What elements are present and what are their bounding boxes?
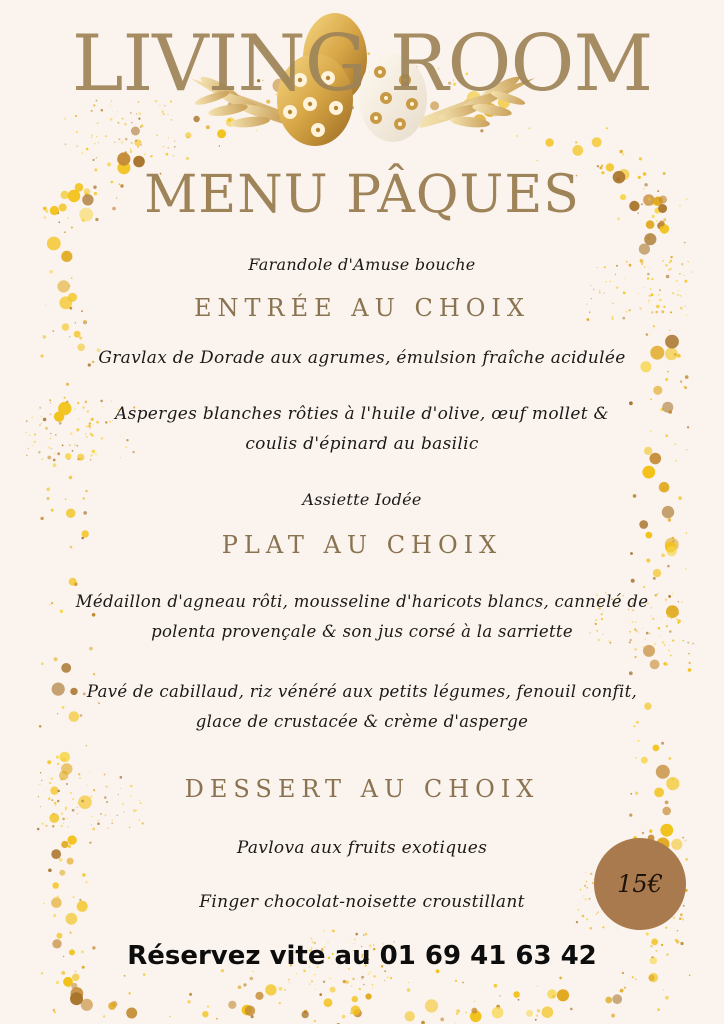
confetti-dot [41, 662, 44, 665]
glitter-dot [361, 979, 362, 980]
confetti-dot [59, 752, 70, 763]
glitter-dot [387, 977, 389, 979]
glitter-dot [606, 281, 607, 282]
glitter-dot [65, 809, 66, 810]
glitter-dot [110, 118, 113, 121]
glitter-dot [616, 286, 618, 288]
glitter-dot [315, 989, 316, 990]
confetti-dot [668, 757, 671, 760]
confetti-dot [688, 653, 690, 655]
confetti-dot [526, 1010, 533, 1017]
glitter-dot [586, 881, 587, 882]
confetti-dot [202, 1011, 208, 1017]
confetti-dot [69, 336, 70, 337]
confetti-dot [653, 745, 660, 752]
glitter-dot [130, 148, 131, 149]
confetti-dot [129, 992, 131, 994]
confetti-dot [675, 460, 677, 462]
confetti-dot [352, 996, 358, 1002]
glitter-dot [107, 827, 109, 829]
glitter-dot [97, 122, 99, 124]
confetti-dot [69, 476, 73, 480]
glitter-dot [384, 980, 385, 981]
confetti-dot [663, 989, 664, 990]
confetti-dot [649, 234, 651, 236]
glitter-dot [97, 822, 100, 825]
confetti-dot [685, 375, 689, 379]
glitter-dot [45, 825, 47, 827]
confetti-dot [53, 330, 55, 332]
plat-item-2-line-1: Pavé de cabillaud, riz vénéré aux petits légumes, fenouil confit, [86, 682, 638, 701]
confetti-dot [632, 976, 634, 978]
confetti-dot [56, 755, 59, 758]
glitter-dot [610, 281, 611, 282]
glitter-dot [142, 822, 144, 824]
confetti-dot [61, 663, 71, 673]
confetti-dot [575, 141, 577, 143]
confetti-dot [547, 989, 557, 999]
confetti-dot [665, 378, 668, 381]
glitter-dot [53, 459, 56, 462]
confetti-dot [499, 995, 500, 996]
confetti-dot [670, 655, 672, 657]
confetti-dot [535, 1019, 537, 1021]
glitter-dot [91, 154, 92, 155]
dessert-item-1: Pavlova aux fruits exotiques [236, 838, 488, 858]
glitter-dot [355, 933, 358, 936]
glitter-dot [599, 290, 600, 291]
confetti-dot [302, 1011, 309, 1018]
confetti-dot [74, 331, 81, 338]
plat-item-1-line-1: Médaillon d'agneau rôti, mousseline d'haricots blancs, cannelé de [75, 592, 649, 611]
confetti-dot [471, 1008, 477, 1014]
glitter-dot [643, 287, 644, 288]
glitter-dot [372, 984, 373, 985]
glitter-dot [144, 154, 145, 155]
glitter-dot [363, 984, 365, 986]
confetti-dot [65, 807, 68, 810]
price-badge [594, 838, 686, 930]
confetti-dot [86, 745, 87, 746]
glitter-dot [52, 825, 54, 827]
reservation-phone: Réservez vite au 01 69 41 63 42 [127, 941, 597, 971]
confetti-dot [273, 989, 275, 991]
confetti-dot [653, 325, 655, 327]
confetti-dot [657, 1008, 660, 1011]
glitter-dot [65, 143, 67, 145]
confetti-dot [518, 999, 520, 1001]
confetti-dot [407, 988, 411, 992]
glitter-dot [61, 825, 63, 827]
confetti-dot [631, 579, 635, 583]
confetti-dot [688, 662, 690, 664]
confetti-dot [47, 237, 61, 251]
glitter-dot [117, 122, 119, 124]
confetti-dot [216, 1018, 218, 1020]
confetti-dot [81, 999, 93, 1011]
confetti-dot [611, 1014, 615, 1018]
plat-item-1-line-2: polenta provençale & son jus corsé à la sarriette [151, 622, 573, 641]
glitter-dot [92, 816, 93, 817]
entree-item-1: Gravlax de Dorade aux agrumes, émulsion fraîche acidulée [98, 348, 626, 368]
glitter-dot [590, 927, 592, 929]
glitter-dot [342, 981, 343, 982]
glitter-dot [288, 979, 290, 981]
glitter-dot [679, 917, 682, 920]
glitter-dot [114, 142, 115, 143]
glitter-dot [141, 124, 144, 127]
glitter-dot [82, 152, 84, 154]
glitter-dot [679, 285, 680, 286]
glitter-dot [119, 138, 121, 140]
glitter-dot [352, 978, 354, 980]
glitter-dot [330, 978, 332, 980]
glitter-dot [138, 118, 140, 120]
starter-intro: Farandole d'Amuse bouche [248, 255, 476, 274]
confetti-dot [62, 323, 70, 331]
glitter-dot [133, 809, 136, 812]
confetti-dot [53, 1009, 56, 1012]
glitter-dot [324, 930, 325, 931]
glitter-dot [676, 280, 678, 282]
confetti-dot [103, 1015, 105, 1017]
glitter-dot [73, 135, 74, 136]
confetti-dot [69, 987, 71, 989]
glitter-dot [125, 151, 127, 153]
glitter-dot [359, 988, 361, 990]
price-label: 15€ [617, 870, 663, 898]
confetti-dot [542, 1006, 554, 1018]
glitter-dot [105, 814, 107, 816]
confetti-dot [330, 987, 336, 993]
confetti-dot [685, 387, 687, 389]
confetti-dot [69, 578, 77, 586]
confetti-dot [638, 740, 640, 742]
confetti-dot [653, 577, 656, 580]
glitter-dot [90, 459, 92, 461]
glitter-dot [117, 815, 118, 816]
interlude: Assiette Iodée [302, 490, 422, 509]
confetti-dot [650, 660, 660, 670]
glitter-dot [309, 983, 311, 985]
confetti-dot [624, 987, 626, 989]
glitter-dot [139, 819, 141, 821]
confetti-dot [228, 1001, 236, 1009]
confetti-dot [462, 982, 464, 984]
confetti-dot [474, 1001, 475, 1002]
confetti-dot [662, 807, 671, 816]
confetti-dot [57, 280, 69, 292]
confetti-dot [669, 330, 670, 331]
confetti-dot [513, 991, 520, 998]
confetti-dot [255, 992, 263, 1000]
glitter-dot [136, 810, 137, 811]
glitter-dot [617, 929, 618, 930]
confetti-dot [425, 999, 438, 1012]
confetti-dot [53, 463, 57, 467]
confetti-dot [346, 980, 349, 983]
confetti-dot [57, 763, 59, 765]
confetti-dot [82, 873, 86, 877]
confetti-dot [612, 994, 622, 1004]
glitter-dot [590, 873, 591, 874]
glitter-dot [659, 289, 661, 291]
confetti-dot [54, 1011, 56, 1013]
confetti-dot [688, 668, 692, 672]
confetti-dot [494, 984, 498, 988]
plat-item-2-line-2: glace de crustacée & crème d'asperge [195, 712, 529, 731]
glitter-dot [130, 150, 133, 153]
glitter-dot [87, 148, 88, 149]
confetti-dot [207, 1005, 209, 1007]
glitter-dot [53, 813, 54, 814]
glitter-dot [129, 827, 131, 829]
glitter-dot [105, 135, 107, 137]
confetti-dot [677, 930, 679, 932]
glitter-dot [332, 930, 335, 933]
glitter-dot [77, 807, 78, 808]
glitter-dot [98, 820, 99, 821]
glitter-dot [76, 145, 78, 147]
confetti-dot [606, 127, 608, 129]
glitter-dot [75, 115, 77, 117]
confetti-dot [342, 1015, 346, 1019]
confetti-dot [620, 989, 624, 993]
confetti-dot [663, 662, 667, 666]
glitter-dot [66, 818, 67, 819]
confetti-dot [646, 333, 649, 336]
confetti-dot [47, 760, 51, 764]
glitter-dot [112, 820, 113, 821]
confetti-dot [189, 993, 192, 996]
entree-item-2-line-1: Asperges blanches rôties à l'huile d'olive, œuf mollet & [115, 404, 609, 424]
glitter-dot [685, 280, 688, 283]
confetti-dot [124, 975, 126, 977]
glitter-dot [115, 115, 116, 116]
confetti-dot [634, 656, 636, 658]
confetti-dot [250, 977, 254, 981]
glitter-dot [72, 809, 75, 812]
confetti-dot [646, 933, 649, 936]
confetti-dot [536, 1015, 538, 1017]
confetti-dot [661, 742, 664, 745]
confetti-dot [319, 993, 322, 996]
glitter-dot [137, 146, 139, 148]
glitter-dot [121, 141, 123, 143]
glitter-dot [125, 138, 128, 141]
glitter-dot [95, 158, 96, 159]
confetti-dot [685, 568, 686, 569]
glitter-dot [61, 812, 64, 815]
glitter-dot [141, 144, 143, 146]
confetti-dot [66, 383, 69, 386]
glitter-dot [390, 977, 392, 979]
confetti-dot [238, 985, 242, 989]
glitter-dot [68, 826, 69, 827]
confetti-dot [629, 671, 633, 675]
glitter-dot [76, 131, 78, 133]
glitter-dot [363, 934, 365, 936]
confetti-dot [466, 1012, 467, 1013]
confetti-dot [456, 1012, 459, 1015]
confetti-dot [43, 335, 47, 339]
confetti-dot [324, 998, 333, 1007]
confetti-dot [642, 466, 655, 479]
glitter-dot [111, 823, 113, 825]
glitter-dot [576, 921, 578, 923]
confetti-dot [63, 977, 73, 987]
glitter-dot [284, 989, 286, 991]
confetti-dot [667, 565, 670, 568]
dessert-item-2: Finger chocolat-noisette croustillant [199, 892, 525, 912]
confetti-dot [69, 932, 71, 934]
glitter-dot [373, 975, 375, 977]
confetti-dot [49, 813, 59, 823]
glitter-dot [77, 813, 78, 814]
confetti-dot [689, 974, 691, 976]
glitter-dot [586, 918, 588, 920]
glitter-dot [80, 811, 81, 812]
confetti-dot [635, 757, 636, 758]
confetti-dot [455, 980, 457, 982]
glitter-dot [593, 289, 594, 290]
confetti-dot [592, 137, 602, 147]
glitter-dot [585, 872, 586, 873]
confetti-dot [559, 977, 562, 980]
confetti-dot [169, 1016, 171, 1018]
confetti-dot [639, 520, 648, 529]
glitter-dot [122, 118, 124, 120]
confetti-dot [59, 870, 65, 876]
confetti-dot [668, 518, 671, 521]
glitter-dot [40, 806, 41, 807]
glitter-dot [650, 288, 652, 290]
glitter-dot [91, 824, 92, 825]
confetti-dot [557, 989, 569, 1001]
confetti-dot [72, 974, 80, 982]
confetti-dot [40, 517, 43, 520]
confetti-dot [245, 1006, 255, 1016]
confetti-dot [668, 650, 670, 652]
entree-heading: ENTRÉE AU CHOIX [194, 294, 530, 322]
plat-heading: PLAT AU CHOIX [221, 531, 503, 559]
confetti-dot [653, 569, 661, 577]
glitter-dot [323, 981, 325, 983]
glitter-dot [136, 156, 137, 157]
confetti-dot [653, 386, 662, 395]
glitter-dot [665, 927, 667, 929]
confetti-dot [440, 1018, 444, 1022]
glitter-dot [62, 818, 65, 821]
glitter-dot [96, 136, 98, 138]
dessert-heading: DESSERT AU CHOIX [184, 775, 540, 803]
confetti-dot [89, 647, 93, 651]
glitter-dot [351, 986, 352, 987]
glitter-dot [590, 285, 591, 286]
glitter-dot [365, 933, 368, 936]
glitter-dot [124, 123, 126, 125]
confetti-dot [92, 828, 95, 831]
glitter-dot [289, 982, 290, 983]
confetti-dot [641, 757, 648, 764]
confetti-dot [635, 979, 637, 981]
glitter-dot [37, 828, 40, 831]
confetti-dot [537, 1009, 540, 1012]
confetti-dot [622, 153, 624, 155]
glitter-dot [41, 823, 43, 825]
glitter-dot [64, 118, 66, 120]
confetti-dot [187, 1000, 190, 1003]
confetti-dot [570, 1008, 573, 1011]
confetti-dot [279, 1002, 281, 1004]
menu-title: MENU PÂQUES [144, 165, 580, 225]
glitter-dot [635, 648, 637, 650]
glitter-dot [98, 142, 99, 143]
confetti-dot [572, 145, 583, 156]
glitter-dot [91, 136, 93, 138]
glitter-dot [63, 823, 64, 824]
confetti-dot [680, 380, 682, 382]
glitter-dot [678, 290, 679, 291]
glitter-dot [94, 143, 95, 144]
confetti-dot [243, 983, 246, 986]
confetti-dot [79, 337, 82, 340]
confetti-dot [48, 869, 52, 873]
confetti-dot [54, 657, 58, 661]
confetti-dot [619, 150, 623, 154]
glitter-dot [131, 142, 133, 144]
restaurant-name: LIVING ROOM [71, 19, 653, 109]
confetti-dot [537, 986, 538, 987]
glitter-dot [602, 926, 604, 928]
glitter-dot [100, 813, 102, 815]
glitter-dot [123, 812, 124, 813]
confetti-dot [108, 1002, 116, 1010]
confetti-dot [131, 127, 140, 136]
confetti-dot [684, 242, 685, 243]
confetti-dot [492, 1007, 504, 1019]
confetti-dot [456, 1009, 460, 1013]
confetti-dot [408, 982, 409, 983]
entree-item-2-line-2: coulis d'épinard au basilic [245, 434, 479, 454]
glitter-dot [91, 135, 92, 136]
confetti-dot [64, 231, 66, 233]
confetti-dot [93, 673, 95, 675]
confetti-dot [85, 881, 87, 883]
confetti-dot [365, 993, 371, 999]
glitter-dot [314, 974, 315, 975]
confetti-dot [361, 976, 364, 979]
confetti-dot [56, 981, 59, 984]
confetti-dot [665, 996, 669, 1000]
glitter-dot [131, 122, 133, 124]
glitter-dot [96, 157, 97, 158]
confetti-dot [405, 1011, 415, 1021]
glitter-dot [682, 918, 684, 920]
confetti-dot [279, 987, 283, 991]
confetti-dot [126, 1008, 137, 1019]
confetti-dot [605, 997, 612, 1004]
confetti-dot [629, 814, 632, 817]
confetti-dot [351, 1005, 361, 1015]
glitter-dot [135, 140, 137, 142]
confetti-dot [648, 975, 654, 981]
confetti-dot [314, 1020, 316, 1022]
glitter-dot [372, 987, 373, 988]
glitter-dot [311, 980, 313, 982]
